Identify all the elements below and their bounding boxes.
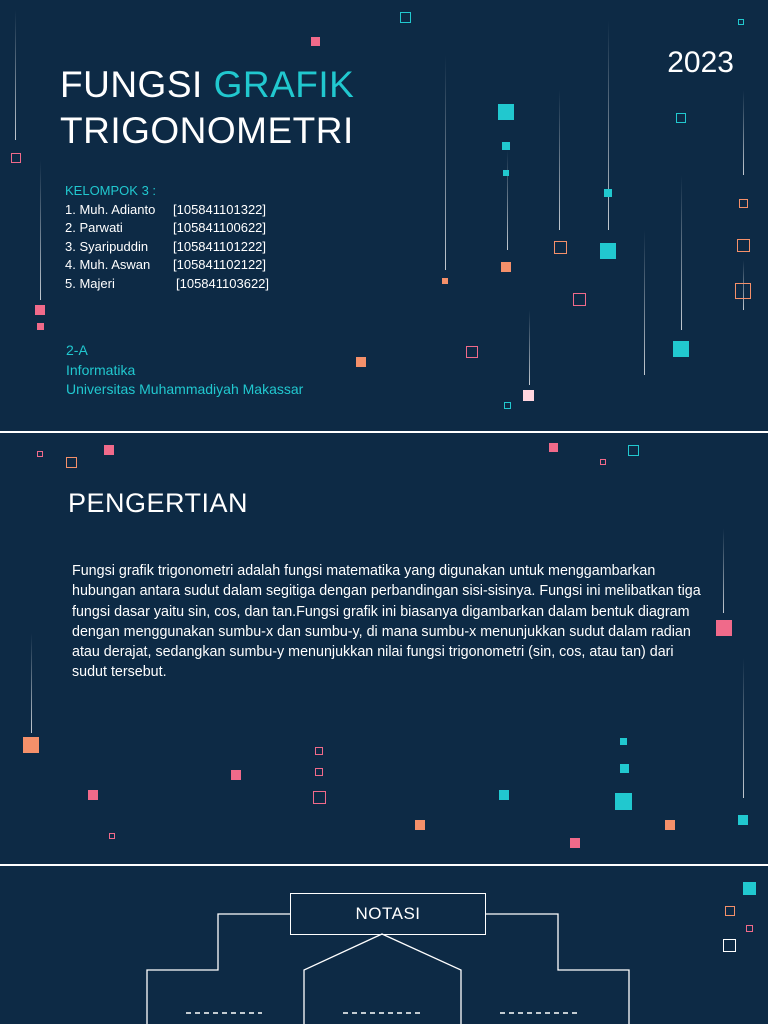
class-label: 2-A (66, 342, 88, 358)
member-row (65, 275, 270, 294)
cover-slide (0, 0, 768, 431)
section-title: PENGERTIAN (68, 488, 249, 518)
member-row (65, 219, 267, 238)
notation-slide (0, 866, 768, 1024)
member-nim: [105841101222] (173, 238, 267, 254)
definition-text: Fungsi grafik trigonometri adalah fungsi matematika yang digunakan untuk menggambarkan hubungan antara sudut dalam segitiga dengan perbandingan sisi-sisinya. Fungsi ini melibatkan tiga fungsi dasar yaitu sin, cos, dan tan.Fungsi grafik ini biasanya digambarkan dalam bentuk diagram dengan menggunakan sumbu-x dan sumbu-y, di mana sumbu-x menunjukkan sudut dalam radian atau derajat, sedangkan sumbu-y menunjukkan nilai fungsi trigonometri (sin, cos, atau tan) dari sudut tersebut. (72, 563, 701, 681)
member-row (65, 256, 267, 275)
notation-diagram (0, 866, 768, 1024)
member-name: 1. Muh. Adianto (65, 201, 156, 217)
title-line-2: TRIGONOMETRI (60, 110, 354, 151)
class-info (66, 341, 303, 400)
member-row (65, 238, 267, 257)
member-row (65, 201, 267, 220)
definition-slide (0, 433, 768, 864)
member-name: 4. Muh. Aswan (65, 257, 151, 272)
member-nim: [105841101322] (173, 201, 267, 217)
member-name: 3. Syaripuddin (65, 238, 149, 254)
title-accent: GRAFIK (213, 64, 355, 105)
member-nim: [105841102122] (173, 257, 267, 272)
group-label: KELOMPOK 3 : (65, 183, 157, 198)
member-nim: [105841103622] (176, 275, 270, 291)
member-name: 5. Majeri (65, 275, 115, 291)
year-label: 2023 (667, 46, 734, 79)
title-part-1: FUNGSI (60, 64, 214, 105)
member-name: 2. Parwati (65, 220, 123, 235)
group-members (65, 182, 270, 293)
university-label: Universitas Muhammadiyah Makassar (66, 381, 304, 397)
cover-title (60, 62, 354, 154)
program-label: Informatika (66, 361, 136, 378)
member-nim: [105841100622] (173, 220, 267, 235)
notation-title-box: NOTASI (290, 893, 486, 935)
